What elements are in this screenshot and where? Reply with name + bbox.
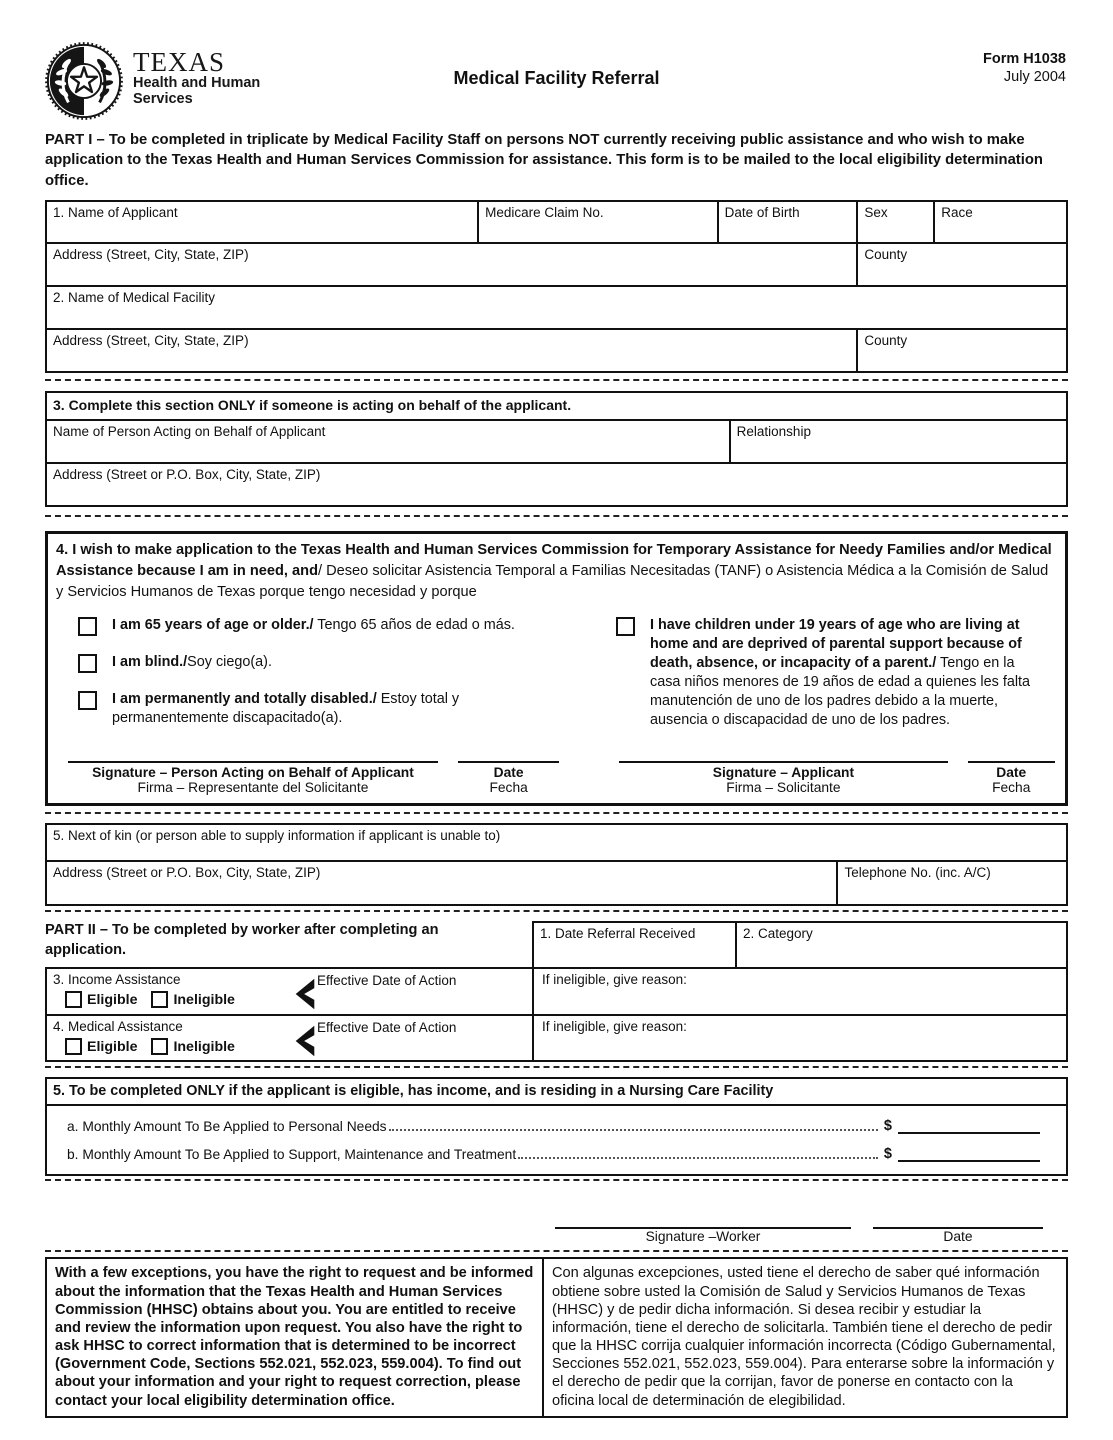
checkbox-children-under-19[interactable] bbox=[616, 617, 635, 636]
facility-county-field[interactable]: County bbox=[856, 328, 1066, 371]
applicant-table bbox=[45, 200, 1068, 373]
worker-signature-row bbox=[555, 1227, 1068, 1244]
income-eligible-label: Eligible bbox=[87, 991, 138, 1008]
sex-field[interactable]: Sex bbox=[856, 200, 933, 242]
worker-signature-label: Signature –Worker bbox=[645, 1229, 761, 1245]
section4-intro-english: 4. I wish to make application to the Texas Health and Human Services Commission for Temporary Assistance for Needy Families and/or Medical Assistance because I am in need, and bbox=[56, 542, 1052, 579]
perforation-divider bbox=[45, 1179, 1068, 1181]
section3-table bbox=[45, 391, 1068, 507]
form-header bbox=[45, 42, 1068, 126]
worker-date-label: Date bbox=[943, 1229, 973, 1245]
checkbox-medical-ineligible[interactable] bbox=[151, 1038, 168, 1055]
kin-address-field[interactable]: Address (Street or P.O. Box, City, State, ZIP) bbox=[45, 860, 836, 904]
date-applicant-label-es: Fecha bbox=[992, 780, 1031, 796]
nursing-facility-box bbox=[45, 1077, 1068, 1176]
option-disabled-spanish: Estoy total y permanentemente discapacitado(a). bbox=[112, 691, 460, 727]
section4-intro bbox=[56, 540, 1055, 602]
perforation-divider bbox=[45, 1250, 1068, 1252]
personal-needs-amount-field[interactable] bbox=[898, 1118, 1040, 1134]
form-id-block bbox=[983, 50, 1066, 86]
dollar-sign: $ bbox=[883, 1146, 892, 1163]
perforation-divider bbox=[45, 812, 1068, 814]
date-applicant-line[interactable] bbox=[968, 761, 1056, 763]
applicant-address-field[interactable]: Address (Street, City, State, ZIP) bbox=[45, 242, 856, 285]
facility-address-field[interactable]: Address (Street, City, State, ZIP) bbox=[45, 328, 856, 371]
next-of-kin-table bbox=[45, 823, 1068, 906]
medical-ineligible-reason-field[interactable]: If ineligible, give reason: bbox=[532, 1016, 1068, 1060]
income-ineligible-label: Ineligible bbox=[173, 991, 235, 1008]
income-assistance-label: 3. Income Assistance bbox=[53, 972, 181, 988]
option-children-english: I have children under 19 years of age who are living at home and are deprived of parental support because of death, absence, or incapacity of a parent./ bbox=[650, 617, 1022, 672]
category-field[interactable]: 2. Category bbox=[735, 921, 1068, 967]
brace-left-icon bbox=[294, 1023, 316, 1062]
medical-facility-name-field[interactable]: 2. Name of Medical Facility bbox=[45, 285, 1066, 328]
dot-leader bbox=[518, 1157, 878, 1159]
income-effective-date-field[interactable]: Effective Date of Action bbox=[317, 973, 457, 989]
privacy-notice-english: With a few exceptions, you have the right to request and be informed about the information that the Texas Health and Human Services Commission (HHSC) obtains about you. You are entitled to receive and review the information upon request. You also have the right to ask HHSC to correct information that is determined to be incorrect (Government Code, Sections 552.021, 552.023, 559.004). To find out about your information and your right to request correction, please contact your local eligibility determination office. bbox=[47, 1259, 544, 1415]
date-applicant-label-en: Date bbox=[996, 765, 1027, 781]
option-children-spanish: Tengo en la casa niños menores de 19 años de edad a quienes les falta manutención de uno de los padres debido a la muerte, ausencia o discapacidad de uno de los padres. bbox=[650, 655, 1031, 729]
checkbox-income-ineligible[interactable] bbox=[151, 991, 168, 1008]
next-of-kin-field[interactable]: 5. Next of kin (or person able to supply information if applicant is unable to) bbox=[45, 823, 1066, 860]
signature-applicant-label-es: Firma – Solicitante bbox=[726, 780, 841, 796]
dot-leader bbox=[389, 1129, 878, 1131]
section3-header: 3. Complete this section ONLY if someone is acting on behalf of the applicant. bbox=[45, 391, 1066, 419]
date-behalf-label-en: Date bbox=[493, 765, 524, 781]
personal-needs-row bbox=[47, 1118, 1066, 1134]
part1-instructions: PART I – To be completed in triplicate by Medical Facility Staff on persons NOT currently receiving public assistance and who wish to make application to the Texas Health and Human Services Commission for assistance. This form is to be mailed to the local eligibility determination office. bbox=[45, 132, 1043, 189]
signature-behalf-label-es: Firma – Representante del Solicitante bbox=[137, 780, 369, 796]
perforation-divider bbox=[45, 515, 1068, 517]
part2-instructions: PART II – To be completed by worker after completing an application. bbox=[45, 922, 439, 959]
personal-needs-label: a. Monthly Amount To Be Applied to Personal Needs bbox=[67, 1119, 387, 1135]
applicant-county-field[interactable]: County bbox=[856, 242, 1066, 285]
perforation-divider bbox=[45, 910, 1068, 912]
name-of-applicant-field[interactable]: 1. Name of Applicant bbox=[45, 200, 477, 242]
checkbox-blind[interactable] bbox=[78, 654, 97, 673]
behalf-address-field[interactable]: Address (Street or P.O. Box, City, State, ZIP) bbox=[45, 462, 1066, 505]
medical-ineligible-label: Ineligible bbox=[173, 1038, 235, 1055]
medical-effective-date-field[interactable]: Effective Date of Action bbox=[317, 1020, 457, 1036]
signature-behalf-line[interactable] bbox=[68, 761, 438, 763]
medical-eligible-label: Eligible bbox=[87, 1038, 138, 1055]
checkbox-age-65[interactable] bbox=[78, 617, 97, 636]
support-maintenance-label: b. Monthly Amount To Be Applied to Support, Maintenance and Treatment bbox=[67, 1147, 517, 1163]
form-number: Form H1038 bbox=[982, 51, 1066, 67]
page-title: Medical Facility Referral bbox=[453, 68, 660, 88]
logo-line-services: Services bbox=[133, 90, 193, 107]
option-blind bbox=[78, 653, 616, 673]
brace-left-icon bbox=[294, 976, 316, 1015]
option-disabled bbox=[78, 690, 616, 728]
relationship-field[interactable]: Relationship bbox=[729, 419, 1066, 462]
date-behalf-label-es: Fecha bbox=[489, 780, 528, 796]
option-blind-spanish: Soy ciego(a). bbox=[187, 654, 272, 671]
section4-right-option bbox=[616, 616, 1046, 747]
checkbox-medical-eligible[interactable] bbox=[65, 1038, 82, 1055]
form-date: July 2004 bbox=[1003, 69, 1066, 86]
logo-line-texas: TEXAS bbox=[133, 47, 225, 77]
option-age-65-english: I am 65 years of age or older./ bbox=[112, 617, 314, 634]
income-ineligible-reason-field[interactable]: If ineligible, give reason: bbox=[532, 969, 1068, 1014]
dollar-sign: $ bbox=[883, 1118, 892, 1135]
privacy-notice-box bbox=[45, 1257, 1068, 1417]
checkbox-disabled[interactable] bbox=[78, 691, 97, 710]
perforation-divider bbox=[45, 1066, 1068, 1068]
option-blind-english: I am blind./ bbox=[112, 654, 188, 671]
race-field[interactable]: Race bbox=[933, 200, 1066, 242]
kin-telephone-field[interactable]: Telephone No. (inc. A/C) bbox=[836, 860, 1066, 904]
option-children-under-19 bbox=[616, 616, 1046, 730]
medical-assistance-row bbox=[45, 1014, 1068, 1062]
support-maintenance-row bbox=[47, 1146, 1066, 1162]
checkbox-income-eligible[interactable] bbox=[65, 991, 82, 1008]
option-age-65-spanish: Tengo 65 años de edad o más. bbox=[313, 617, 515, 634]
section4-signature-row bbox=[56, 761, 1055, 795]
date-behalf-line[interactable] bbox=[458, 761, 559, 763]
signature-applicant-label-en: Signature – Applicant bbox=[712, 765, 855, 781]
nursing-facility-header: 5. To be completed ONLY if the applicant is eligible, has income, and is residing in a Nursing Care Facility bbox=[47, 1079, 1066, 1106]
income-assistance-row bbox=[45, 967, 1068, 1014]
date-referral-received-field[interactable]: 1. Date Referral Received bbox=[532, 921, 735, 967]
support-maintenance-amount-field[interactable] bbox=[898, 1146, 1040, 1162]
logo-line-hh: Health and Human bbox=[133, 75, 261, 92]
option-age-65 bbox=[78, 616, 616, 636]
perforation-divider bbox=[45, 379, 1068, 381]
privacy-notice-spanish: Con algunas excepciones, usted tiene el derecho de saber qué información obtiene sobre usted la Comisión de Salud y Servicios Humanos de Texas (HHSC) y de pedir dicha información. Si desea recibir y estudiar la información, tiene el derecho de solicitarla. También tiene el derecho de pedir que la HHSC corrija cualquier información incorrecta (Código Gubernamental, Secciones 552.021, 552.023, 559.004). Para enterarse sobre la información y el derecho de pedir que la corrijan, favor de ponerse en contacto con la oficina local de determinación de elegibilidad. bbox=[552, 1265, 1056, 1409]
signature-behalf-label-en: Signature – Person Acting on Behalf of Applicant bbox=[92, 765, 414, 781]
medical-assistance-label: 4. Medical Assistance bbox=[53, 1019, 183, 1035]
behalf-name-field[interactable]: Name of Person Acting on Behalf of Applicant bbox=[45, 419, 729, 462]
section4-intro-spanish: / Deseo solicitar Asistencia Temporal a Familias Necesitadas (TANF) o Asistencia Médica a la Comisión de Salud y Servicios Humanos de Texas porque tengo necesidad y porque bbox=[56, 562, 1049, 600]
medicare-claim-no-field[interactable]: Medicare Claim No. bbox=[477, 200, 717, 242]
signature-applicant-line[interactable] bbox=[619, 761, 947, 763]
part2-table bbox=[45, 921, 1068, 1062]
option-disabled-english: I am permanently and totally disabled./ bbox=[112, 691, 377, 708]
section4-application-box bbox=[45, 531, 1068, 806]
date-of-birth-field[interactable]: Date of Birth bbox=[717, 200, 857, 242]
section4-left-options bbox=[56, 616, 616, 747]
